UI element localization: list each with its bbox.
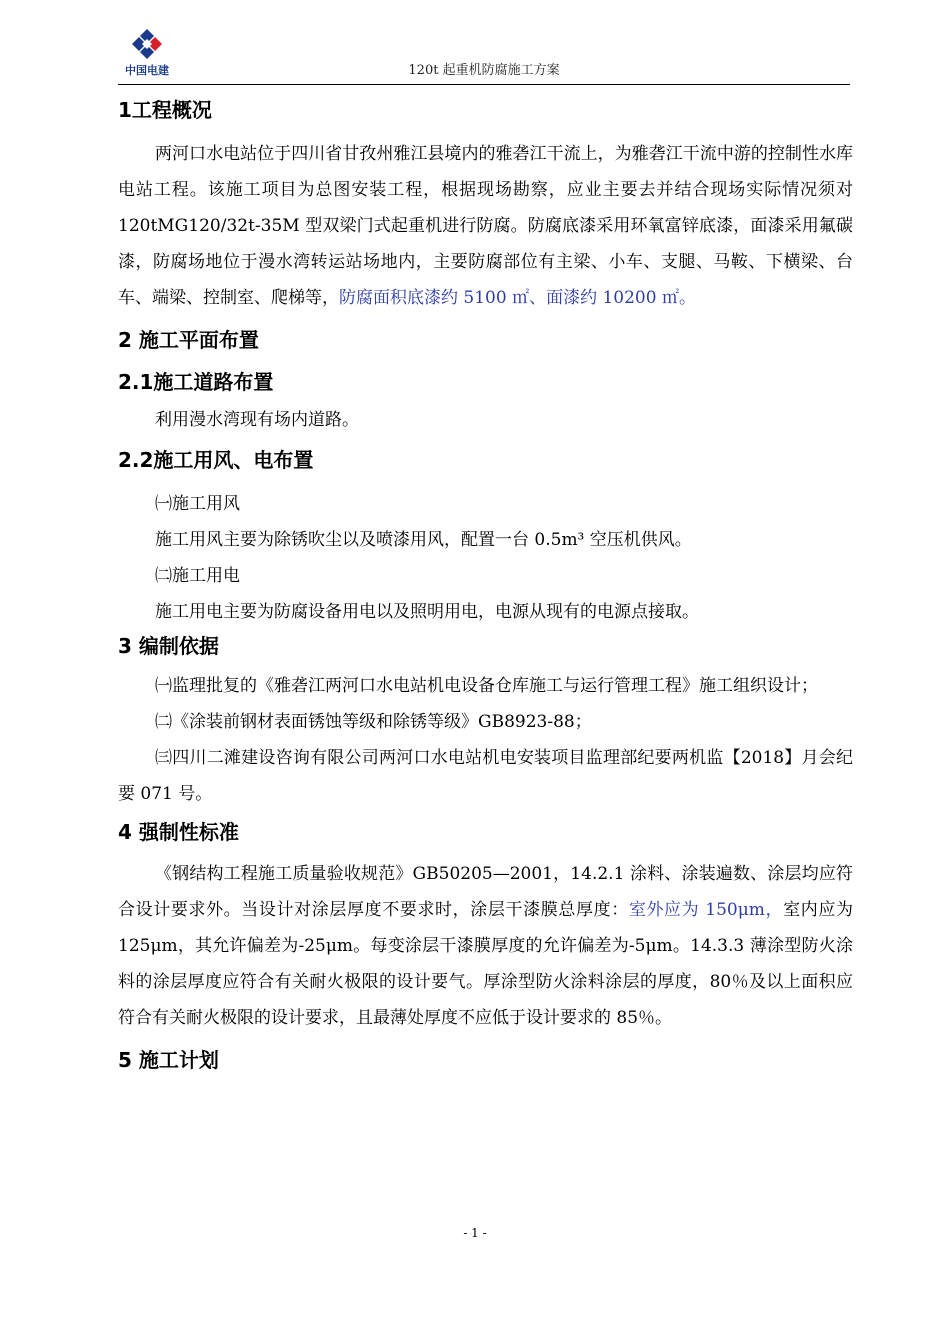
section-2-1-heading: 2.1施工道路布置 [118, 370, 274, 394]
section-1-heading: 1工程概况 [118, 98, 212, 122]
section-5-heading: 5 施工计划 [118, 1048, 219, 1072]
page-header [118, 26, 850, 86]
document-title: 120t 起重机防腐施工方案 [408, 63, 560, 78]
section-2-2-item-2-title: ㈡施工用电 [155, 566, 240, 586]
section-3-heading: 3 编制依据 [118, 634, 219, 658]
section-4-outdoor-text: 室外应为 150μm， [628, 900, 784, 920]
section-3-item-1: ㈠监理批复的《雅砻江两河口水电站机电设备仓库施工与运行管理工程》施工组织设计； [155, 676, 818, 696]
logo-text: 中国电建 [125, 64, 169, 77]
section-4-paragraph [118, 856, 853, 1036]
section-3-item-2: ㈡《涂装前钢材表面锈蚀等级和除锈等级》GB8923-88； [155, 712, 592, 732]
document-body [118, 94, 853, 1076]
section-2-heading: 2 施工平面布置 [118, 328, 259, 352]
section-3-item-3: ㈢四川二滩建设咨询有限公司两河口水电站机电安装项目监理部纪要两机监【2018】月会纪要 071 号。 [118, 748, 853, 804]
section-4-text-a: 《钢结构工程施工质量验收规范》GB50205—2001，14.2.1 涂料、涂装遍数、涂层均应符合设计要求外。当设计对涂层厚度不要求时，涂层干漆膜总厚度： [118, 864, 853, 920]
page-number: - 1 - [463, 1226, 487, 1240]
section-1-paragraph [118, 136, 853, 316]
section-4-text-c: 室内应为 125μm，其允许偏差为-25μm。每变涂层干漆膜厚度的允许偏差为-5μm。14.3.3 薄涂型防火涂料的涂层厚度应符合有关耐火极限的设计要气。厚涂型防火涂料涂层的厚度，80％及以上面积应符合有关耐火极限的设计要求，且最薄处厚度不应低于设计要求的 85％。 [118, 900, 853, 1028]
section-1-area-text: 防腐面积底漆约 5100 ㎡、面漆约 10200 ㎡。 [339, 288, 696, 308]
section-2-2-heading: 2.2施工用风、电布置 [118, 448, 314, 472]
section-4-heading: 4 强制性标准 [118, 820, 239, 844]
section-1-text: 两河口水电站位于四川省甘孜州雅江县境内的雅砻江干流上，为雅砻江干流中游的控制性水库电站工程。该施工项目为总图安装工程，根据现场勘察，应业主要去并结合现场实际情况须对 120tMG120/32t-35M 型双梁门式起重机进行防腐。防腐底漆采用环氧富锌底漆，面漆采用氟碳漆，防腐场地位于漫水湾转运站场地内，主要防腐部位有主梁、小车、支腿、马鞍、下横梁、台车、端梁、控制室、爬梯等， [118, 144, 853, 308]
section-2-2-item-1-title: ㈠施工用风 [155, 494, 240, 514]
section-2-2-item-2-text: 施工用电主要为防腐设备用电以及照明用电，电源从现有的电源点接取。 [155, 602, 699, 622]
powerchina-logo-icon [131, 28, 163, 60]
section-2-1-paragraph: 利用漫水湾现有场内道路。 [155, 410, 359, 430]
section-2-2-item-1-text: 施工用风主要为除锈吹尘以及喷漆用风，配置一台 0.5m³ 空压机供风。 [155, 530, 692, 550]
header-divider [118, 84, 850, 85]
